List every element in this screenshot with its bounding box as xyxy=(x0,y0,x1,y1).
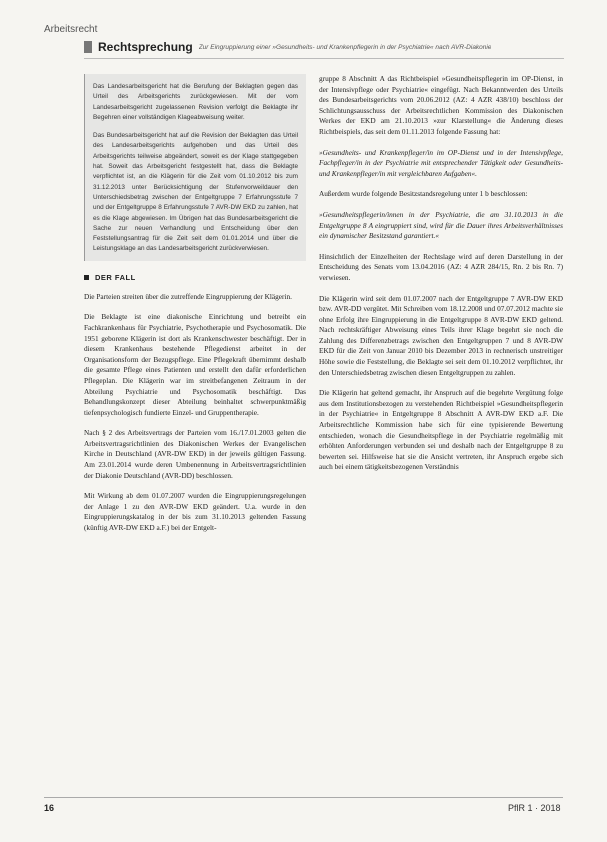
quote-paragraph: »Gesundheits- und Krankenpfleger/in im OP-Dienst und in der Intensivpflege, Fachpfleger/in in der Psychiatrie mit entsprechender Tätigkeit oder Gesundheits- und Krankenpfleger/in mit vergleichbaren Aufgaben«. xyxy=(319,147,563,178)
heading-square-icon xyxy=(84,275,89,280)
left-body xyxy=(84,292,306,534)
box-paragraph: Das Bundesarbeitsgericht hat auf die Revision der Beklagten das Urteil des Landesarbeitsgerichts aufgehoben und das Urteil des Arbeitsgerichts teilweise abgeändert, soweit es der Klage stattgegeben hat. Soweit das Arbeitsgericht festgestellt hat, dass die Beklagte verpflichtet ist, an die Klägerin für die Zeit vom 01.10.2012 bis zum 31.12.2013 unter Berücksichtigung der Stufenvorweildauer den Unterschiedsbetrag zwischen der Entgeltgruppe 7 Erfahrungsstufe 7 und der Entgeltgruppe 8 Erfahrungsstufe 7 AVR-DW EKD zu zahlen, hat es die Klage abgewiesen. Im Übrigen hat das Bundesarbeitsgericht die Sache zur neuen Verhandlung und Entscheidung über den Feststellungsantrag für die Zeit seit dem 01.01.2014 und über die Leistungsklage an das Landesarbeitsgericht zurückverwiesen. xyxy=(93,132,298,253)
quote-paragraph: »Gesundheitspflegerin/innen in der Psychiatrie, die am 31.10.2013 in die Entgeltgruppe 8 A eingruppiert sind, wird für die Dauer ihres Arbeitsverhältnisses ein dynamischer Besitzstand garantiert.« xyxy=(319,209,563,241)
body-paragraph: Die Klägerin wird seit dem 01.07.2007 nach der Entgeltgruppe 7 AVR-DW EKD bzw. AVR-DD vergütet. Mit Schreiben vom 18.12.2008 und 07.07.2012 machte sie ohne Erfolg ihre Eingruppierung in die Entgeltgruppe 8 AVR-DW EKD geltend. Nach rechtskräftiger Abweisung eines Teils ihrer Klage begehrt sie noch die Zahlung des Differenzbetrags zwischen den Entgeltgruppen 7 und 8 AVR-DW EKD für die Zeit von Januar 2010 bis Dezember 2013 in rechnerisch unstreitiger Höhe sowie die Feststellung, die Beklagte sei seit dem 01.10.2012 verpflichtet, ihr den Unterschiedsbetrag zwischen diesen Entgeltgruppen zu zahlen. xyxy=(319,293,563,377)
body-paragraph: Nach § 2 des Arbeitsvertrags der Parteien vom 16./17.01.2003 gelten die Arbeitsvertragsrichtlinien des Diakonischen Werkes der Evangelischen Kirche in Deutschland (AVR-DW EKD) in der jeweils gültigen Fassung. Am 23.01.2014 wurde deren Umbenennung in Arbeitsvertragsrichtlinien der Diakonie Deutschland (AVR-DD) beschlossen. xyxy=(84,428,306,480)
body-paragraph: Die Parteien streiten über die zutreffende Eingruppierung der Klägerin. xyxy=(84,291,292,301)
header-subtitle: Zur Eingruppierung einer »Gesundheits- und Krankenpflegerin in der Psychiatrie« nach AVR-Diakonie xyxy=(198,43,492,51)
body-paragraph: Hinsichtlich der Einzelheiten der Rechtslage wird auf deren Darstellung in der Entscheidung des Senats vom 13.04.2016 (AZ: 4 AZR 284/15, Rn. 2 bis Rn. 7) verwiesen. xyxy=(319,251,563,282)
section-label: Arbeitsrecht xyxy=(44,24,98,35)
right-column xyxy=(319,74,563,483)
running-header xyxy=(84,40,564,54)
left-column xyxy=(84,74,306,544)
body-paragraph: Außerdem wurde folgende Besitzstandsregelung unter 1 b beschlossen: xyxy=(319,189,528,199)
summary-box xyxy=(84,74,306,261)
box-paragraph: Das Landesarbeitsgericht hat die Berufung der Beklagten gegen das Urteil des Arbeitsgerichts zurückgewiesen. Mit der vom Landesarbeitsgericht zugelassenen Revision verfolgt die Beklagte ihr Begehren einer vollständigen Klageabweisung weiter. xyxy=(93,83,298,121)
page-number: 16 xyxy=(44,803,55,813)
body-paragraph: Mit Wirkung ab dem 01.07.2007 wurden die Eingruppierungsregelungen der Anlage 1 zu den AVR-DW EKD geändert. U.a. wurde in den Eingruppierungskatalog in der bis zum 31.10.2013 geltenden Fassung (künftig AVR-DW EKD a.F.) bei der Entgelt- xyxy=(84,491,306,533)
journal-reference: PflR 1 · 2018 xyxy=(508,803,561,813)
body-paragraph: Die Klägerin hat geltend gemacht, ihr Anspruch auf die begehrte Vergütung folge aus dem Institutionsbezogen zu verstehenden Richtbeispiel »Gesundheitspflegerin in der Psychiatrie« in Entgeltgruppe 8 Abschnitt A AVR-DW EKD a.F. Die Arbeitsrechtliche Kommission habe sich für eine typisierende Bewertung entschieden, wonach die Gesundheitspflege in der Psychiatrie regelmäßig mit erhöhten Anforderungen verbunden sei und deshalb nach der Entgeltgruppe 8 zu bewerten sei. Hilfsweise hat sie die Ansicht vertreten, ihr Anspruch ergebe sich auch bei einem tätigkeitsbezogenen Verständnis xyxy=(319,388,563,472)
body-paragraph: Die Beklagte ist eine diakonische Einrichtung und betreibt ein Fachkrankenhaus für Psychiatrie, Psychotherapie und Psychosomatik. Die 1951 geborene Klägerin ist dort als Krankenschwester beschäftigt. Der in diesem Krankenhaus bestehende Pflegedienst arbeitet in der Organisationsform der Bezugspflege. Eine Pflegekraft übernimmt deshalb die gesamte Pflege eines Patienten und erstellt den dafür erforderlichen Pflegeplan. Die Klägerin war im streitbefangenen Zeitraum in der Abteilung Psychiatrie und Psychosomatik beschäftigt. Das Behandlungskonzept dieser Abteilung beinhaltet schwerpunktmäßig tiefenpsychologisch fundierte Einzel- und Gruppentherapie. xyxy=(84,312,306,417)
section-heading xyxy=(84,273,306,282)
header-marker xyxy=(84,41,92,53)
heading-text: DER FALL xyxy=(95,272,136,282)
body-paragraph: gruppe 8 Abschnitt A das Richtbeispiel »Gesundheitspflegerin im OP-Dienst, in der Intensivpflege oder Psychiatrie« eingefügt. Nach Bekanntwerden des Urteils des Bundesarbeitsgerichts vom 20.06.2012 (AZ: 4 AZR 438/10) beschloss der Schlichtungsausschuss der Arbeitsrechtlichen Kommission des Diakonischen Werkes der EKD am 21.10.2013 »zur Klarstellung« die Änderung dieses Richtbeispiels, das seit dem 01.11.2013 folgende Fassung hat: xyxy=(319,74,563,136)
header-title: Rechtsprechung xyxy=(98,40,193,54)
header-rule xyxy=(84,58,564,59)
footer-rule xyxy=(44,797,563,798)
